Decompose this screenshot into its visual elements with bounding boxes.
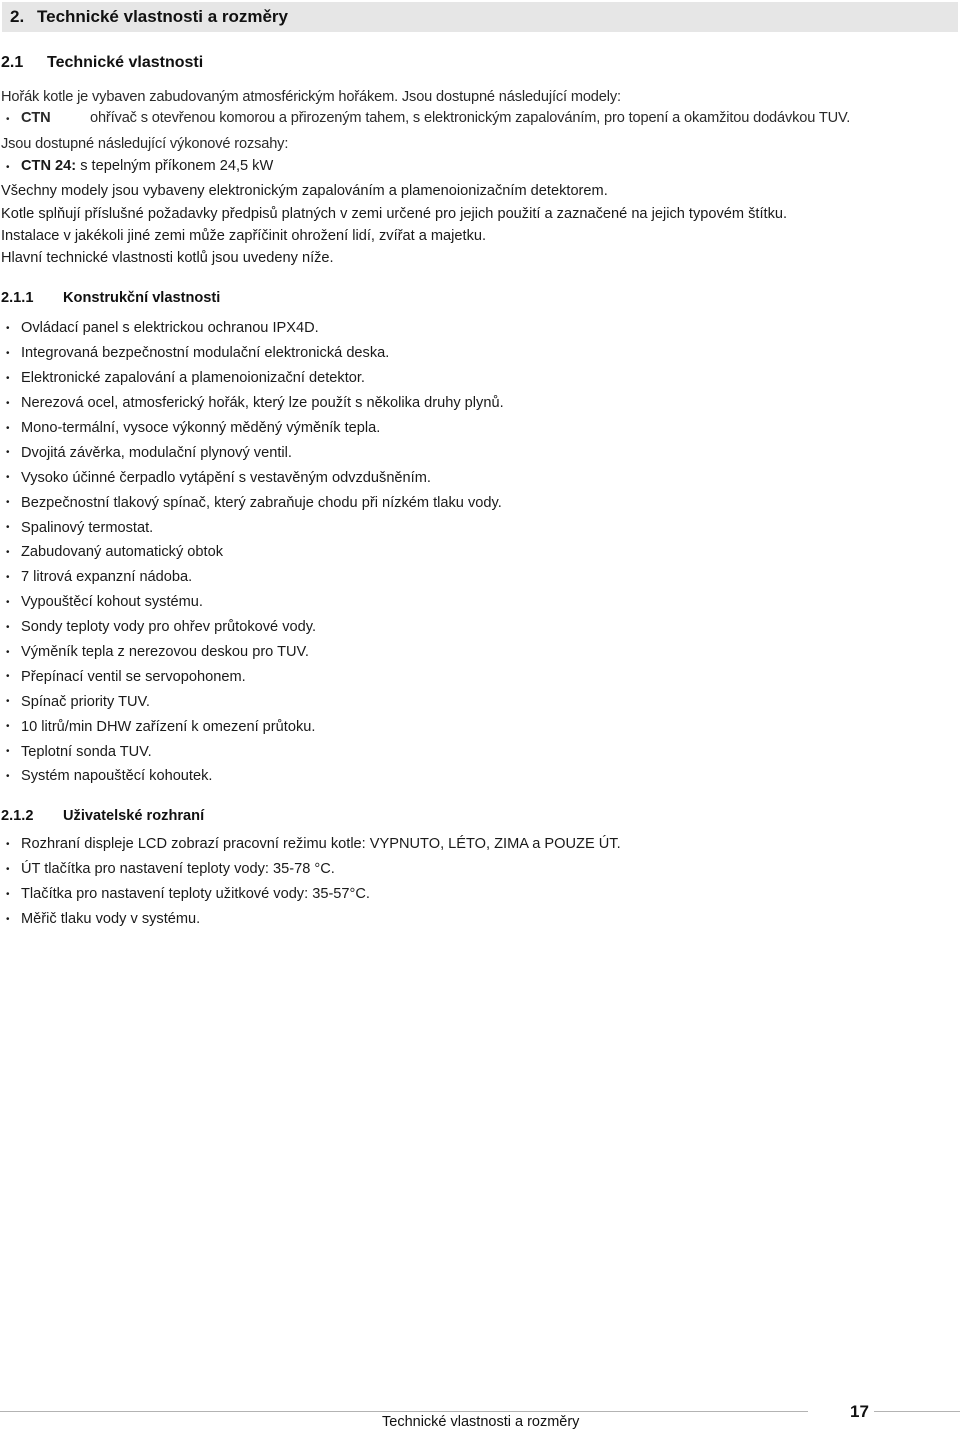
list-item: • Spalinový termostat.	[6, 519, 154, 536]
subsection-number: 2.1.1	[1, 290, 34, 306]
range-label: CTN 24:	[21, 158, 77, 174]
intro-line-8: Hlavní technické vlastnosti kotlů jsou uvedeny níže.	[1, 250, 334, 266]
range-bullet	[0, 158, 273, 177]
chapter-title: Technické vlastnosti a rozměry	[37, 7, 289, 26]
list-item: • 7 litrová expanzní nádoba.	[6, 569, 193, 586]
subsection-heading-interface	[1, 808, 204, 824]
footer-divider	[874, 1411, 960, 1412]
chapter-number: 2.	[10, 7, 25, 26]
list-item: • Tlačítka pro nastavení teploty užitkové vody: 35-57°C.	[6, 886, 370, 903]
list-item: • 10 litrů/min DHW zařízení k omezení průtoku.	[6, 718, 316, 735]
list-item: • Dvojitá závěrka, modulační plynový ventil.	[6, 444, 292, 461]
list-item: • Výměník tepla z nerezovou deskou pro TUV.	[6, 644, 309, 661]
subsection-title: Uživatelské rozhraní	[63, 808, 205, 824]
list-item: • Měřič tlaku vody v systému.	[6, 911, 201, 928]
bullet-glyph: •	[6, 114, 10, 125]
list-item: • Integrovaná bezpečnostní modulační elektronická deska.	[6, 345, 390, 362]
section-title: Technické vlastnosti	[47, 54, 204, 71]
model-bullet	[0, 110, 850, 129]
list-item: • Nerezová ocel, atmosferický hořák, který lze použít s několika druhy plynů.	[6, 395, 504, 412]
list-item: • Bezpečnostní tlakový spínač, který zabraňuje chodu při nízkém tlaku vody.	[6, 494, 502, 511]
page-number: 17	[850, 1402, 869, 1421]
intro-line-7: Instalace v jakékoli jiné zemi může zapříčinit ohrožení lidí, zvířat a majetku.	[1, 228, 487, 244]
list-item: • Ovládací panel s elektrickou ochranou IPX4D.	[6, 320, 319, 337]
list-item: • Teplotní sonda TUV.	[6, 743, 152, 760]
list-item: • Vysoko účinné čerpadlo vytápění s vestavěným odvzdušněním.	[6, 469, 431, 486]
intro-line-6: Kotle splňují příslušné požadavky předpisů platných v zemi určené pro jejich použití a zaznačené na jejich typovém štítku.	[1, 206, 788, 222]
intro-line-5: Všechny modely jsou vybaveny elektronickým zapalováním a plamenoionizačním detektorem.	[1, 183, 608, 199]
list-item: • Spínač priority TUV.	[6, 693, 150, 710]
list-item: • Rozhraní displeje LCD zobrazí pracovní režimu kotle: VYPNUTO, LÉTO, ZIMA a POUZE ÚT.	[6, 836, 621, 853]
list-item: • ÚT tlačítka pro nastavení teploty vody: 35-78 °C.	[6, 861, 335, 878]
intro-line-3: Jsou dostupné následující výkonové rozsahy:	[1, 136, 289, 152]
list-item: • Mono-termální, vysoce výkonný měděný výměník tepla.	[6, 420, 381, 436]
list-item: • Vypouštěcí kohout systému.	[6, 594, 203, 611]
chapter-heading	[2, 2, 958, 32]
list-item: • Systém napouštěcí kohoutek.	[6, 768, 213, 785]
list-item: • Elektronické zapalování a plamenoionizační detektor.	[6, 370, 365, 387]
section-number: 2.1	[1, 54, 24, 71]
section-heading	[1, 54, 203, 72]
list-item: • Sondy teploty vody pro ohřev průtokové vody.	[6, 619, 317, 636]
subsection-heading-construction	[1, 290, 220, 306]
interface-list	[0, 832, 621, 932]
range-description: s tepelným příkonem 24,5 kW	[76, 158, 274, 174]
intro-line-1: Hořák kotle je vybaven zabudovaným atmosférickým hořákem. Jsou dostupné následující modely:	[1, 89, 621, 105]
model-label: CTN	[21, 110, 51, 126]
model-description: ohřívač s otevřenou komorou a přirozeným tahem, s elektronickým zapalováním, pro topení a okamžitou dodávkou TUV.	[90, 110, 851, 126]
subsection-title: Konstrukční vlastnosti	[63, 290, 221, 306]
list-item: • Zabudovaný automatický obtok	[6, 544, 223, 561]
list-item: • Přepínací ventil se servopohonem.	[6, 668, 246, 685]
footer-title: Technické vlastnosti a rozměry	[382, 1414, 580, 1430]
subsection-number: 2.1.2	[1, 808, 34, 824]
footer-divider	[0, 1411, 808, 1412]
bullet-glyph: •	[6, 162, 10, 173]
construction-list	[0, 316, 504, 789]
